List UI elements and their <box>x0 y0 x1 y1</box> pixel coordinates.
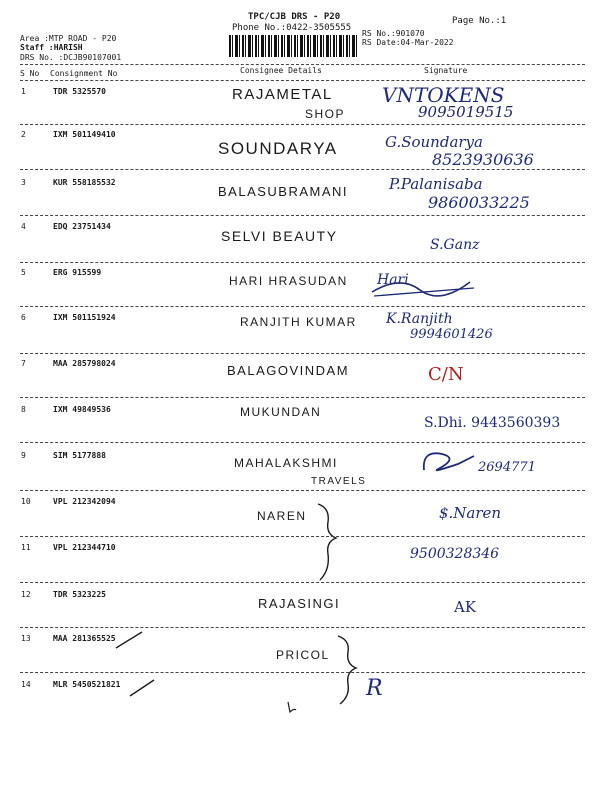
signature: G.Soundarya <box>385 133 483 151</box>
signature: 2694771 <box>478 460 536 475</box>
area-label: Area :MTP ROAD - P20 <box>20 34 117 43</box>
signature: Hari <box>377 272 409 288</box>
tick-mark <box>128 678 158 698</box>
row-number: 13 <box>21 634 31 643</box>
consignment-number: MLR 5450521821 <box>53 680 121 689</box>
signature: $.Naren <box>439 504 502 522</box>
header-divider <box>20 64 585 65</box>
row-number: 10 <box>21 497 31 506</box>
row-divider <box>20 442 585 443</box>
row-divider <box>20 490 585 491</box>
row-number: 8 <box>21 405 26 414</box>
consignee-name: SOUNDARYA <box>218 139 338 158</box>
consignee-name: MAHALAKSHMI <box>234 456 338 470</box>
row-divider <box>20 306 585 307</box>
consignment-number: VPL 212344710 <box>53 543 116 552</box>
row-divider <box>20 397 585 398</box>
row-number: 4 <box>21 222 26 231</box>
row-divider <box>20 627 585 628</box>
signature: 9500328346 <box>410 546 500 562</box>
row-number: 3 <box>21 178 26 187</box>
consignee-name: RAJASINGI <box>258 596 341 611</box>
report-title: TPC/CJB DRS - P20 <box>248 12 341 22</box>
col-sno: S No <box>20 69 40 78</box>
consignment-number: SIM 5177888 <box>53 451 106 460</box>
row-number: 7 <box>21 359 26 368</box>
consignee-name: BALASUBRAMANI <box>218 184 349 199</box>
phone-number: Phone No.:0422-3505555 <box>232 23 352 33</box>
consignee-name: PRICOL <box>276 648 330 662</box>
row-number: 1 <box>21 87 26 96</box>
consignment-number: VPL 212342094 <box>53 497 116 506</box>
consignment-number: IXM 501151924 <box>53 313 116 322</box>
consignee-name: BALAGOVINDAM <box>227 363 350 378</box>
row-divider <box>20 582 585 583</box>
signature-phone: 9994601426 <box>410 327 493 342</box>
row-number: 2 <box>21 130 26 139</box>
consignee-name: NAREN <box>257 509 307 523</box>
consignment-number: ERG 915599 <box>53 268 102 277</box>
signature: C/N <box>428 364 464 385</box>
page-number: Page No.:1 <box>452 16 507 26</box>
row-divider <box>20 353 585 354</box>
consignee-name: MUKUNDAN <box>240 405 322 419</box>
consignee-name-line2: TRAVELS <box>311 476 367 487</box>
consignee-name: RAJAMETAL <box>232 86 333 103</box>
ink-mark <box>286 700 298 714</box>
signature-phone: 9095019515 <box>418 103 514 121</box>
signature: P.Palanisaba <box>389 175 483 193</box>
row-divider <box>20 536 585 537</box>
signature: S.Dhi. 9443560393 <box>424 415 561 431</box>
signature: VNTOKENS <box>382 83 505 107</box>
row-number: 9 <box>21 451 26 460</box>
consignment-number: MAA 281365525 <box>53 634 116 643</box>
row-divider <box>20 672 585 673</box>
row-number: 12 <box>21 590 31 599</box>
row-divider <box>20 262 585 263</box>
signature-scribble <box>370 270 480 300</box>
consignment-number: KUR 558185532 <box>53 178 116 187</box>
signature-phone: 8523930636 <box>432 150 534 169</box>
signature: R <box>366 676 383 701</box>
row-number: 5 <box>21 268 26 277</box>
drs-number: DRS No. :DCJB90107001 <box>20 53 122 62</box>
consignee-name: HARI HRASUDAN <box>229 274 348 288</box>
staff-label: Staff :HARISH <box>20 43 83 52</box>
col-signature: Signature <box>424 66 468 75</box>
consignee-name-line2: SHOP <box>305 107 346 121</box>
column-divider <box>20 80 585 81</box>
signature-scribble <box>418 446 478 476</box>
brace-mark <box>314 502 344 582</box>
consignment-number: IXM 501149410 <box>53 130 116 139</box>
col-consignment: Consignment No <box>50 69 118 78</box>
consignee-name: RANJITH KUMAR <box>240 315 357 329</box>
consignee-name: SELVI BEAUTY <box>221 228 338 244</box>
signature: AK <box>454 598 477 616</box>
col-consignee: Consignee Details <box>240 66 322 75</box>
barcode <box>229 35 357 57</box>
signature: S.Ganz <box>430 237 480 253</box>
row-divider <box>20 124 585 125</box>
signature-phone: 9860033225 <box>428 193 530 212</box>
row-divider <box>20 169 585 170</box>
row-number: 11 <box>21 543 31 552</box>
row-number: 14 <box>21 680 31 689</box>
row-divider <box>20 215 585 216</box>
brace-mark <box>334 634 364 706</box>
consignment-number: TDR 5323225 <box>53 590 106 599</box>
consignment-number: TDR 5325570 <box>53 87 106 96</box>
rs-number: RS No.:901070 <box>362 29 425 38</box>
consignment-number: MAA 285798024 <box>53 359 116 368</box>
rs-date: RS Date:04-Mar-2022 <box>362 38 454 47</box>
tick-mark <box>114 630 144 650</box>
row-number: 6 <box>21 313 26 322</box>
consignment-number: EDQ 23751434 <box>53 222 111 231</box>
signature: K.Ranjith <box>386 311 453 327</box>
consignment-number: IXM 49849536 <box>53 405 111 414</box>
